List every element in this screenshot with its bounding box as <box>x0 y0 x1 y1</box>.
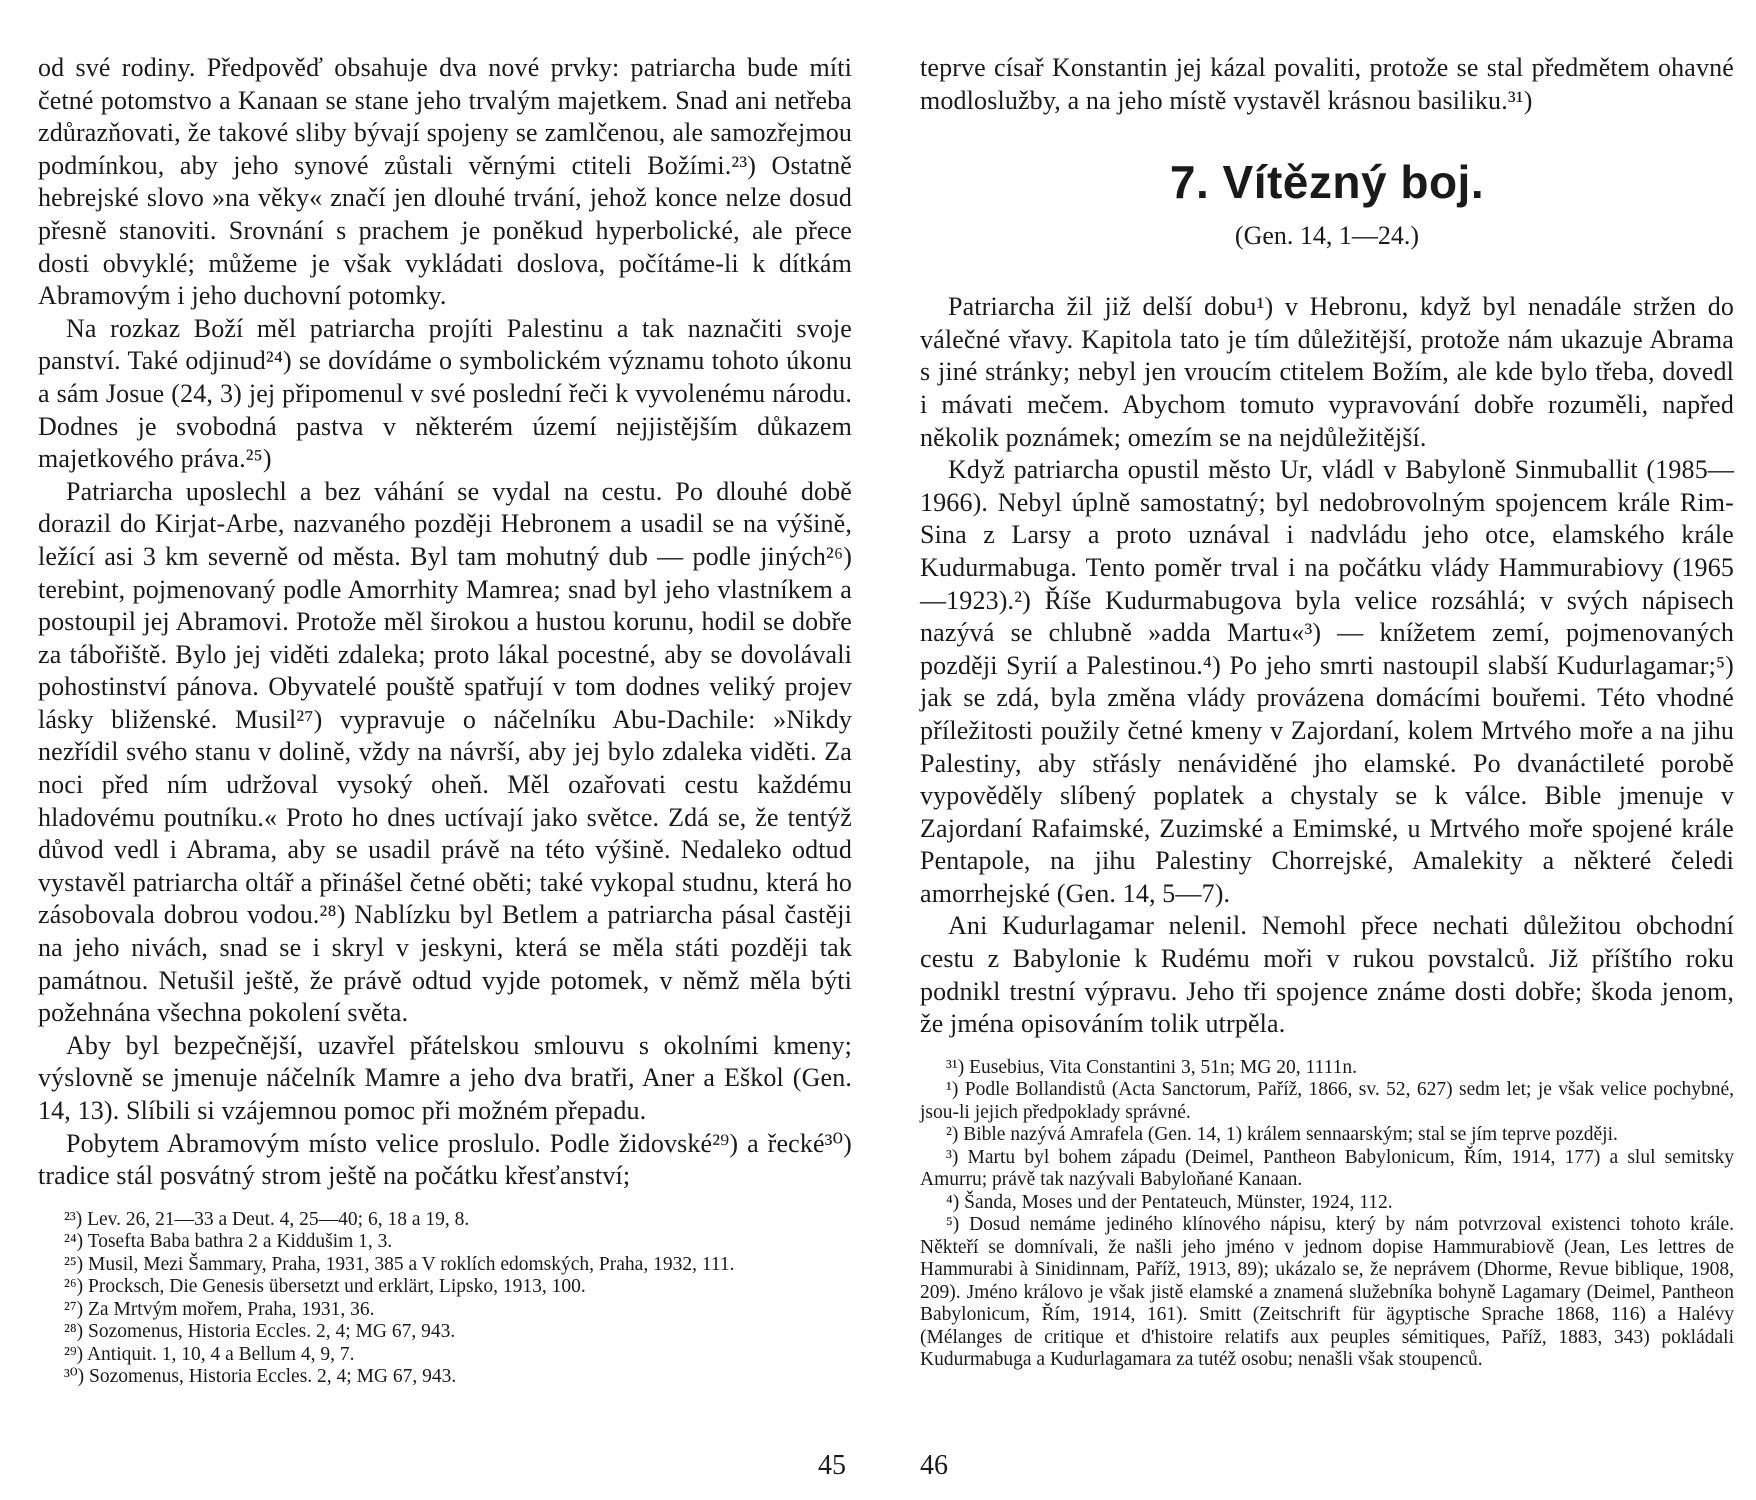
chapter-reference: (Gen. 14, 1—24.) <box>1234 221 1420 251</box>
paragraph: Patriarcha žil již delší dobu¹) v Hebronu, když byl nenadále stržen do válečné vřavy. Kapitola tato je tím důležitější, protože nám ukazuje Abrama s jiné stránky; nebyl jen vroucím ctitelem Božím, ale kde bylo třeba, dovedl i mávati mečem. Abychom tomuto vypravování dobře rozuměli, napřed několik poznámek; omezím se na nejdůležitější. <box>920 292 1734 452</box>
footnote <box>920 1192 1734 1215</box>
paragraph: Ani Kudurlagamar nelenil. Nemohl přece nechati důležitou obchodní cestu z Babylonie k Rudému moři v rukou povstalců. Již příštího roku podnikl trestní výpravu. Jeho tři spojence známe dosti dobře; škoda jenom, že jména opisováním tolik utrpěla. <box>920 911 1734 1039</box>
page-number: 45 <box>818 1450 846 1481</box>
chapter-title: 7. Vítězný boj. <box>1169 156 1485 209</box>
paragraph: Když patriarcha opustil město Ur, vládl v Babyloně Sinmuballit (1985—1966). Nebyl úplně samostatný; byl nedobrovolným spojencem krále Rim-Sina z Larsy a proto uznával i nadvládu jeho otce, elamského krále Kudurmabuga. Tento poměr trval i na počátku vlády Hammurabiovy (1965—1923).²) Říše Kudurmabugova byla velice rozsáhlá; v svých nápisech nazývá se chlubně »adda Martu«³) — knížetem zemí, pojmenovaných později Syrií a Palestinou.⁴) Po jeho smrti nastoupil slabší Kudurlagamar;⁵) jak se zdá, byla změna vlády provázena domácími bouřemi. Této vhodné příležitosti použily četné kmeny v Zajordaní, kolem Mrtvého moře a na jihu Palestiny, aby střásly nenáviděné jho elamské. Po dvanáctileté porobě vypověděly slíbený poplatek a chystaly se k válce. Bible jmenuje v Zajordaní Rafaimské, Zuzimské a Emimské, u Mrtvého moře spojené krále Pentapole, na jihu Palestiny Chorrejské, Amalekity a některé čeledi amorrhejské (Gen. 14, 5—7). <box>920 455 1734 908</box>
footnote-text: Dosud nemáme jediného klínového nápisu, který by nám potvrzoval existenci tohoto krále. Někteří se domnívali, že našli jeho jméno v jednom dopise Hammurabiově (Jean, Les lettres de Hammurabi à Sinidinnam, Paříž, 1913, 89); ukázalo se, že neprávem (Dhorme, Revue biblique, 1908, 209). Jméno královo je však jistě elamské a znamená služebníka bohyně Lagamary (Deimel, Pantheon Babylonicum, Řím, 1914, 161). Smitt (Zeitschrift für ägyptische Sprache 1868, 116) a Halévy (Mélanges de critique et d'histoire relatifs aux peuples sémitiques, Paříž, 1883, 343) pokládali Kudurmabuga a Kudurlagamara za tutéž osobu; nenašli však stoupenců. <box>920 1214 1734 1371</box>
footnote-mark: ¹) <box>946 1079 959 1101</box>
right-page-footnotes <box>920 1057 1734 1372</box>
footnote-mark: ³¹) <box>946 1056 965 1078</box>
footnote <box>920 1147 1734 1192</box>
footnote <box>920 1057 1734 1080</box>
footnote-mark: ²⁵) <box>64 1253 84 1275</box>
footnote-mark: ²⁶) <box>64 1276 84 1298</box>
footnote <box>920 1214 1734 1372</box>
left-page <box>38 52 852 1482</box>
right-page-body <box>920 52 1734 117</box>
paragraph: od své rodiny. Předpověď obsahuje dva nové prvky: patriarcha bude míti četné potomstvo a Kanaan se stane jeho trvalým majetkem. Snad ani netřeba zdůrazňovati, že takové sliby bývají spojeny se zamlčenou, ale samozřejmou podmínkou, aby jeho synové zůstali věrnými ctiteli Božími.²³) Ostatně hebrejské slovo »na věky« značí jen dlouhé trvání, jehož konce nelze dosud přesně stanoviti. Srovnání s prachem je poněkud hyperbolické, ale přece dosti obvyklé; můžeme je však vykládati doslova, počítáme-li k dítkám Abramovým i jeho duchovní potomky. <box>38 53 852 311</box>
left-page-body <box>38 52 852 1193</box>
footnote-text: Martu byl bohem západu (Deimel, Pantheon Babylonicum, Řím, 1914, 177) a slul semitsky Amurru; právě tak nazývali Babyloňané Kanaan. <box>920 1146 1735 1191</box>
footnote-mark: ²⁴) <box>64 1231 84 1253</box>
footnote <box>38 1321 852 1344</box>
footnote-text: Eusebius, Vita Constantini 3, 51n; MG 20, 1111n. <box>969 1056 1357 1078</box>
footnote-mark: ²³) <box>64 1208 83 1230</box>
footnote-text: Tosefta Baba bathra 2 a Kiddušim 1, 3. <box>87 1231 393 1253</box>
footnote <box>38 1299 852 1322</box>
right-page-chapter-body <box>920 291 1734 1041</box>
paragraph: teprve císař Konstantin jej kázal povaliti, protože se stal předmětem ohavné modloslužby, a na jeho místě vystavěl krásnou basiliku.³¹) <box>920 53 1734 115</box>
footnote-mark: ³) <box>946 1146 959 1168</box>
footnote-mark: ²) <box>946 1124 959 1146</box>
footnote-mark: ²⁹) <box>64 1343 84 1365</box>
footnote-text: Podle Bollandistů (Acta Sanctorum, Paříž, 1866, sv. 52, 627) sedm let; je však velice pochybné, jsou-li jejich předpoklady správné. <box>920 1079 1735 1123</box>
footnote-text: Bible nazývá Amrafela (Gen. 14, 1) králem sennaarským; stal se jím teprve později. <box>963 1124 1618 1146</box>
footnote <box>38 1231 852 1254</box>
footnote <box>38 1209 852 1232</box>
footnote-mark: ²⁸) <box>64 1321 84 1343</box>
footnote-text: Sozomenus, Historia Eccles. 2, 4; MG 67, 943. <box>89 1366 457 1388</box>
footnote-text: Antiquit. 1, 10, 4 a Bellum 4, 9, 7. <box>86 1343 355 1365</box>
footnote-text: Musil, Mezi Šammary, Praha, 1931, 385 a V roklích edomských, Praha, 1932, 111. <box>88 1253 735 1275</box>
footnote-mark: ²⁷) <box>64 1298 84 1320</box>
paragraph: Aby byl bezpečnější, uzavřel přátelskou smlouvu s okolními kmeny; výslovně se jmenuje náčelník Mamre a jeho dva bratři, Aner a Eškol (Gen. 14, 13). Slíbili si vzájemnou pomoc při možném přepadu. <box>38 1030 852 1125</box>
footnote-mark: ⁴) <box>946 1191 960 1213</box>
left-page-footnotes <box>38 1209 852 1389</box>
footnote-text: Šanda, Moses und der Pentateuch, Münster, 1924, 112. <box>964 1191 1393 1213</box>
page-number: 46 <box>920 1450 948 1481</box>
footnote-mark: ³⁰) <box>64 1366 85 1388</box>
footnote-mark: ⁵) <box>946 1214 960 1236</box>
footnote-text: Za Mrtvým mořem, Praha, 1931, 36. <box>88 1298 375 1320</box>
paragraph: Na rozkaz Boží měl patriarcha projíti Palestinu a tak naznačiti svoje panství. Také odjinud²⁴) se dovídáme o symbolickém významu tohoto úkonu a sám Josue (24, 3) jej připomenul v své poslední řeči k vyvolenému národu. Dodnes je svobodná pastva v některém území nejjistějším důkazem majetkového práva.²⁵) <box>38 313 852 474</box>
footnote <box>38 1344 852 1367</box>
footnote <box>38 1366 852 1389</box>
footnote <box>920 1079 1734 1124</box>
footnote <box>38 1254 852 1277</box>
footnote-text: Lev. 26, 21—33 a Deut. 4, 25—40; 6, 18 a 19, 8. <box>87 1208 470 1230</box>
footnote-text: Sozomenus, Historia Eccles. 2, 4; MG 67, 943. <box>88 1321 456 1343</box>
right-page <box>920 52 1734 1482</box>
footnote-text: Procksch, Die Genesis übersetzt und erklärt, Lipsko, 1913, 100. <box>88 1276 586 1298</box>
paragraph: Patriarcha uposlechl a bez váhání se vydal na cestu. Po dlouhé době dorazil do Kirjat-Arbe, nazvaného později Hebronem a usadil se na výšině, ležící asi 3 km severně od města. Byl tam mohutný dub — podle jiných²⁶) terebint, pojmenovaný podle Amorrhity Mamrea; snad byl jeho vlastníkem a postoupil jej Abramovi. Protože měl širokou a hustou korunu, hodil se dobře za tábořiště. Bylo jej viděti zdaleka; proto lákal pocestné, aby se dovolávali pohostinství pánova. Obyvatelé pouště spatřují v tom dodnes veliký projev lásky bliženské. Musil²⁷) vypravuje o náčelníku Abu-Dachile: »Nikdy nezřídil svého stanu v dolině, vždy na návrší, aby jej bylo zdaleka viděti. Za noci před ním udržoval vysoký oheň. Měl ozařovati cestu každému hladovému poutníku.« Proto ho dnes uctívají jako světce. Zdá se, že tentýž důvod vedl i Abrama, aby se usadil právě na této výšině. Nedaleko odtud vystavěl patriarcha oltář a přinášel četné oběti; také vykopal studnu, která ho zásobovala dobrou vodou.²⁸) Nablízku byl Betlem a patriarcha pásal častěji na jeho nivách, snad se i skryl v jeskyni, která se měla státi později tak památnou. Netušil ještě, že právě odtud vyjde potomek, v němž měla býti požehnána všechna pokolení světa. <box>38 476 852 1028</box>
paragraph: Pobytem Abramovým místo velice proslulo. Podle židovské²⁹) a řecké³⁰) tradice stál posvátný strom ještě na počátku křesťanství; <box>38 1128 852 1191</box>
footnote <box>920 1124 1734 1147</box>
footnote <box>38 1276 852 1299</box>
